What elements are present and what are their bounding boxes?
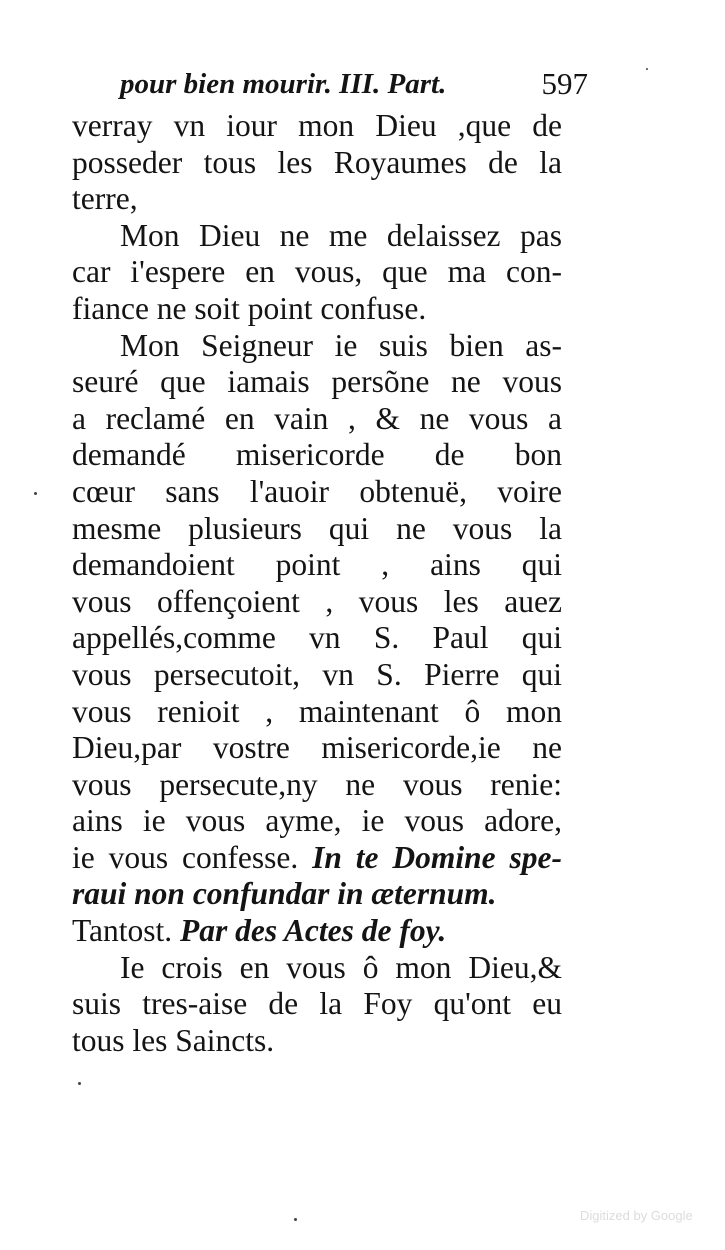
text-line-mixed [72, 840, 562, 877]
text-line: car i'espere en vous, que ma con- [72, 254, 562, 290]
line-roman-part: ie vous confesse. [72, 839, 313, 875]
text-line: suis tres-aise de la Foy qu'ont eu [72, 986, 562, 1022]
text-line: Mon Dieu ne me delaissez pas [120, 217, 562, 253]
page-number: 597 [541, 66, 588, 101]
running-title: pour bien mourir. III. Part. [120, 68, 447, 100]
paragraph-lines [72, 108, 562, 840]
ink-speck [78, 1082, 81, 1085]
text-line: appellés,comme vn S. Paul qui [72, 620, 562, 656]
text-line: vous persecutoit, vn S. Pierre qui [72, 656, 562, 692]
text-line: cœur sans l'auoir obtenuë, voire [72, 473, 562, 509]
digitizer-watermark: Digitized by Google [580, 1208, 693, 1223]
text-block [72, 108, 562, 1059]
text-line: Ie crois en vous ô mon Dieu,& [120, 949, 562, 985]
text-line: vous offençoient , vous les auez [72, 583, 562, 619]
text-line: seuré que iamais persõne ne vous [72, 364, 562, 400]
text-line: Dieu,par vostre misericorde,ie ne [72, 730, 562, 766]
text-line: vous renioit , maintenant ô mon [72, 693, 562, 729]
text-line: fiance ne soit point confuse. [72, 290, 427, 326]
text-line: posseder tous les Royaumes de la [72, 144, 562, 180]
text-line: mesme plusieurs qui ne vous la [72, 510, 562, 546]
text-line: terre, [72, 181, 138, 217]
text-line: Mon Seigneur ie suis bien as- [120, 327, 562, 363]
ink-speck [294, 1218, 297, 1221]
closing-paragraph-lines [72, 950, 562, 1060]
section-heading-line [72, 913, 562, 950]
latin-quote-start: In te Domine spe- [312, 839, 562, 875]
text-line: vous persecute,ny ne vous renie: [72, 766, 562, 802]
ink-speck [34, 492, 37, 495]
text-line: demandé misericorde de bon [72, 437, 562, 473]
latin-quote-end: raui non confundar in æternum. [72, 876, 497, 912]
text-line: ains ie vous ayme, ie vous adore, [72, 803, 562, 839]
text-line: a reclamé en vain , & ne vous a [72, 400, 562, 436]
text-line: tous les Saincts. [72, 1022, 275, 1058]
page-header [118, 64, 588, 108]
heading-roman: Tantost. [72, 913, 181, 949]
text-line: demandoient point , ains qui [72, 547, 562, 583]
heading-italic: Par des Actes de foy. [180, 913, 447, 949]
ink-speck [646, 68, 648, 70]
text-line: verray vn iour mon Dieu ,que de [72, 108, 562, 143]
